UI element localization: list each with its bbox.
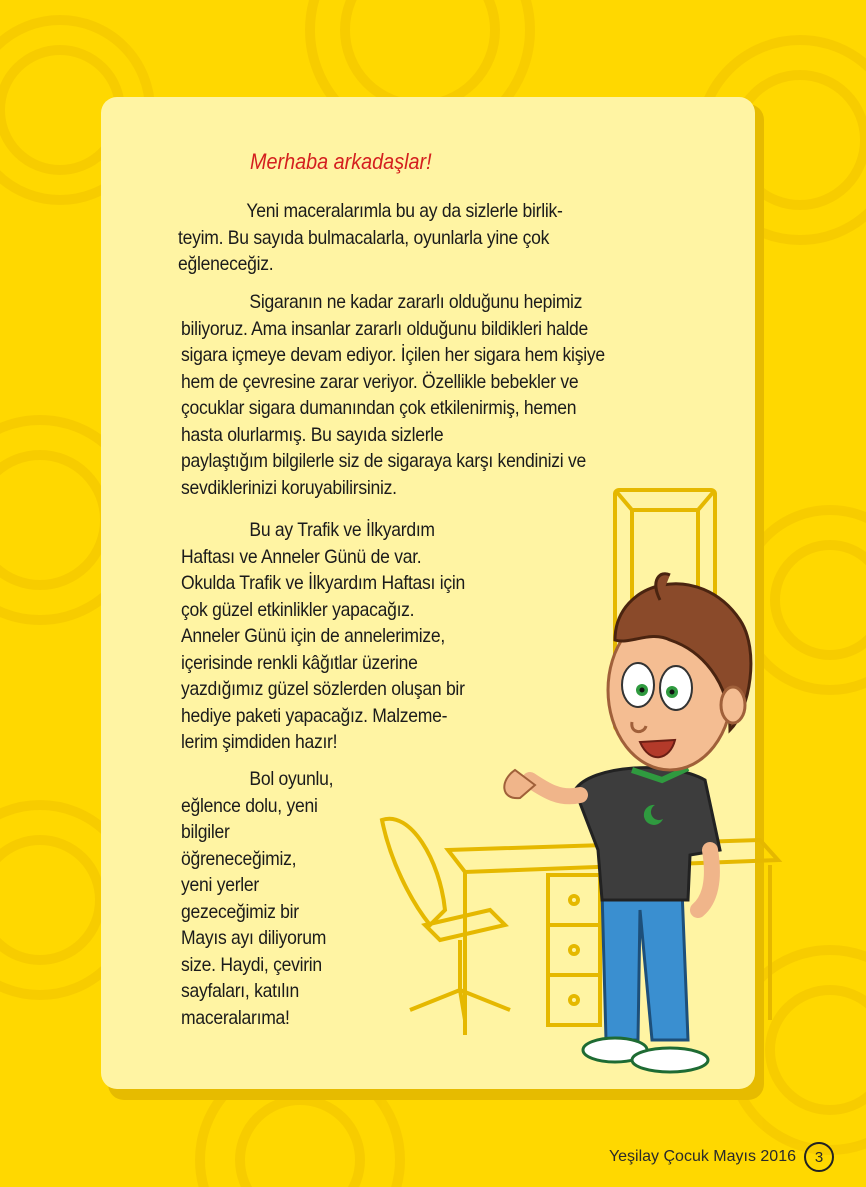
text-line: hediye paketi yapacağız. Malzeme- bbox=[181, 704, 448, 727]
page-number: 3 bbox=[804, 1142, 834, 1172]
text-line: eğleneceğiz. bbox=[178, 253, 274, 275]
text-line: Mayıs ayı diliyorum bbox=[181, 927, 327, 949]
text-line: Haftası ve Anneler Günü de var. bbox=[181, 545, 422, 568]
text-line: size. Haydi, çevirin bbox=[181, 953, 322, 976]
text-line: hem de çevresine zarar veriyor. Özellikle bebekler ve bbox=[181, 370, 579, 393]
page-footer bbox=[609, 1140, 834, 1174]
text-line: Sigaranın ne kadar zararlı olduğunu hepimiz bbox=[249, 291, 583, 313]
text-line: Bol oyunlu, bbox=[249, 768, 334, 790]
paragraph-may-wishes bbox=[181, 766, 370, 1031]
text-line: teyim. Bu sayıda bulmacalarla, oyunlarla yine çok bbox=[178, 226, 550, 249]
magazine-issue-label: Yeşilay Çocuk Mayıs 2016 bbox=[608, 1148, 796, 1165]
text-line: maceralarıma! bbox=[181, 1006, 290, 1029]
text-line: yeni yerler bbox=[181, 874, 259, 896]
text-line: sevdiklerinizi koruyabilirsiniz. bbox=[181, 476, 397, 499]
text-line: bilgiler bbox=[181, 821, 230, 843]
text-line: çok güzel etkinlikler yapacağız. bbox=[181, 598, 415, 621]
text-line: hasta olurlarmış. Bu sayıda sizlerle bbox=[181, 423, 444, 446]
text-line: yazdığımız güzel sözlerden oluşan bir bbox=[181, 678, 465, 700]
text-line: eğlence dolu, yeni bbox=[181, 794, 318, 817]
text-line: lerim şimdiden hazır! bbox=[181, 731, 338, 753]
text-line: Okulda Trafik ve İlkyardım Haftası için bbox=[181, 572, 466, 594]
greeting-heading: Merhaba arkadaşlar! bbox=[250, 149, 432, 174]
boy-character bbox=[504, 574, 751, 1072]
text-line: çocuklar sigara dumanından çok etkilenirmiş, hemen bbox=[181, 397, 577, 419]
text-line: gezeceğimiz bir bbox=[181, 900, 299, 923]
paragraph-traffic-mothers-day bbox=[181, 517, 505, 756]
paragraph-welcome bbox=[178, 198, 646, 278]
text-line: Yeni maceralarımla bu ay da sizlerle birlik- bbox=[246, 200, 563, 222]
text-line: öğreneceğimiz, bbox=[181, 847, 297, 870]
text-line: paylaştığım bilgilerle siz de sigaraya karşı kendinizi ve bbox=[181, 450, 587, 472]
text-line: sayfaları, katılın bbox=[181, 980, 300, 1002]
paragraph-smoking bbox=[181, 289, 667, 501]
text-line: Anneler Günü için de annelerimize, bbox=[181, 625, 445, 647]
text-line: içerisinde renkli kâğıtlar üzerine bbox=[181, 651, 418, 674]
text-line: sigara içmeye devam ediyor. İçilen her sigara hem kişiye bbox=[181, 344, 605, 366]
text-line: biliyoruz. Ama insanlar zararlı olduğunu bildikleri halde bbox=[181, 317, 589, 340]
text-line: Bu ay Trafik ve İlkyardım bbox=[249, 519, 435, 541]
